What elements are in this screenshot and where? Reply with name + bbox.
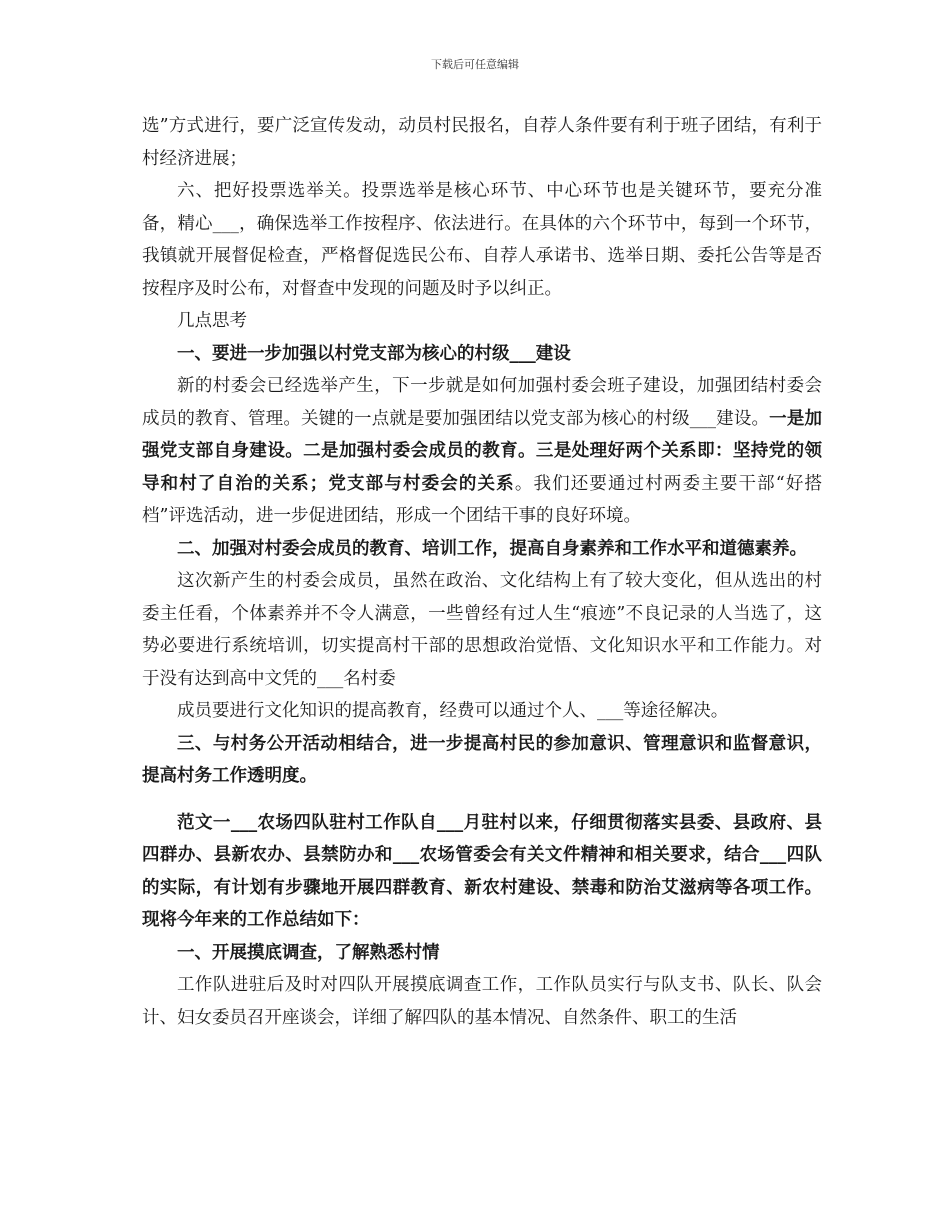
paragraph-intro: 范文一___农场四队驻村工作队自___月驻村以来，仔细贯彻落实县委、县政府、县四群办、县新农办、县禁防办和___农场管委会有关文件精神和相关要求，结合___四队的实际，有计划有步骤地开展四群教育、新农村建设、禁毒和防治艾滋病等各项工作。现将今年来的工作总结如下： bbox=[142, 812, 822, 930]
paragraph-voting: 六、把好投票选举关。投票选举是核心环节、中心环节也是关键环节，要充分准备，精心___，确保选举工作按程序、依法进行。在具体的六个环节中，每到一个环节，我镇就开展督促检查，严格督促选民公布、自荐人承诺书、选举日期、委托公告等是否按程序及时公布，对督查中发现的问题及时予以纠正。 bbox=[142, 181, 822, 299]
paragraph-survey: 工作队进驻后及时对四队开展摸底调查工作，工作队员实行与队支书、队长、队会计、妇女委员召开座谈会，详细了解四队的基本情况、自然条件、职工的生活 bbox=[142, 975, 822, 1028]
paragraph-bold-text: 一是加强党支部自身建设。二是加强村委会成员的教育。三是处理好两个关系即：坚持党的领导和村了自治的关系；党支部与村委会的关系 bbox=[142, 408, 823, 494]
paragraph-point-one bbox=[142, 370, 822, 533]
paragraph-text: 。我们还要通过村两委主要干部“好搭档”评选活动，进一步促进团结，形成一个团结干事的良好环境。 bbox=[142, 473, 823, 526]
heading-point-one: 一、要进一步加强以村党支部为核心的村级___建设 bbox=[177, 343, 571, 364]
heading-survey: 一、开展摸底调查，了解熟悉村情 bbox=[177, 942, 440, 963]
paragraph-continuation: 选”方式进行，要广泛宣传发动，动员村民报名，自荐人条件要有利于班子团结，有利于村经济进展； bbox=[142, 116, 822, 169]
page-header: 下载后可任意编辑 bbox=[431, 58, 519, 71]
heading-point-three: 三、与村务公开活动相结合，进一步提高村民的参加意识、管理意识和监督意识，提高村务工作透明度。 bbox=[142, 733, 822, 786]
paragraph-point-two: 这次新产生的村委会成员，虽然在政治、文化结构上有了较大变化，但从选出的村委主任看，个体素养并不令人满意，一些曾经有过人生“痕迹”不良记录的人当选了，这势必要进行系统培训，切实提高村干部的思想政治觉悟、文化知识水平和工作能力。对于没有达到高中文凭的___名村委 bbox=[142, 571, 822, 689]
section-heading-thoughts: 几点思考 bbox=[177, 311, 247, 331]
paragraph-text: 新的村委会已经选举产生，下一步就是如何加强村委会班子建设，加强团结村委会成员的教育、管理。关键的一点就是要加强团结以党支部为核心的村级___建设。 bbox=[142, 376, 822, 429]
document-body bbox=[142, 110, 822, 1034]
heading-point-two: 二、加强对村委会成员的教育、培训工作，提高自身素养和工作水平和道德素养。 bbox=[177, 538, 807, 559]
paragraph-point-two-cont: 成员要进行文化知识的提高教育，经费可以通过个人、___等途径解决。 bbox=[177, 701, 729, 721]
